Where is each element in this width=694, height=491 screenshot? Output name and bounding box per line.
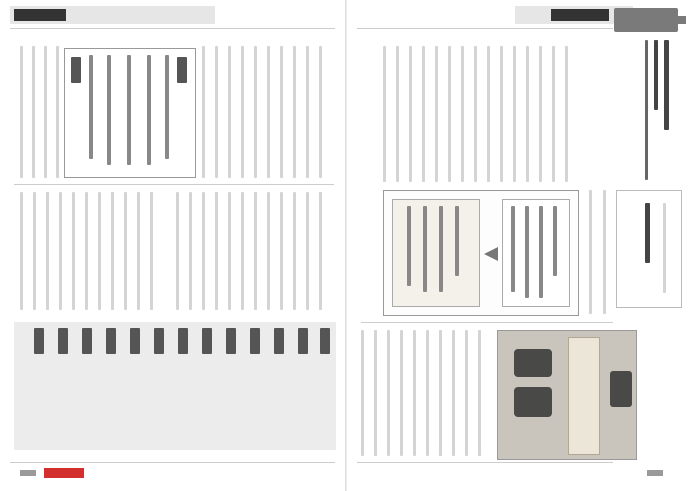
question-tag (320, 328, 330, 354)
text-column-block (361, 330, 487, 456)
book-character (514, 349, 552, 377)
subject-badge (614, 8, 678, 32)
article-subtitle (654, 40, 658, 110)
header-rule (10, 28, 335, 29)
book-character (514, 387, 552, 417)
header-band (10, 6, 215, 24)
question-tag (34, 328, 44, 354)
header-tag (551, 9, 609, 21)
article-lead (645, 40, 648, 180)
diagram-tag (71, 57, 81, 83)
question-tag (130, 328, 140, 354)
article-title (664, 40, 669, 130)
page-number (20, 470, 36, 476)
footer-rule (357, 462, 613, 463)
question-tag (178, 328, 188, 354)
section-rule (14, 184, 334, 185)
book-character (610, 371, 632, 407)
old-book-photo (497, 330, 637, 460)
question-tag (154, 328, 164, 354)
author-block (616, 190, 682, 308)
footer-rule (10, 462, 335, 463)
question-tag (82, 328, 92, 354)
text-column-block (383, 46, 575, 182)
text-column-block (20, 192, 166, 310)
question-tag (226, 328, 236, 354)
section-rule (361, 322, 613, 323)
page-number (647, 470, 663, 476)
text-column-block (20, 46, 60, 178)
question-tag (298, 328, 308, 354)
question-tag (58, 328, 68, 354)
header-rule (357, 28, 613, 29)
text-column-block (176, 192, 334, 310)
book-slip (568, 337, 600, 455)
text-column-block (585, 190, 613, 314)
poem-card-image (392, 199, 480, 307)
question-tag (202, 328, 212, 354)
question-tag (106, 328, 116, 354)
text-column-block (202, 46, 332, 178)
poem-variants-diagram (64, 48, 196, 178)
poem-comparison-figure (383, 190, 579, 316)
poem-box (502, 199, 570, 307)
question-tag (250, 328, 260, 354)
arrow-icon (484, 247, 498, 261)
question-tag (274, 328, 284, 354)
header-tag (14, 9, 66, 21)
diagram-tag (177, 57, 187, 83)
questions-panel (14, 322, 336, 450)
magazine-logo (44, 468, 84, 478)
